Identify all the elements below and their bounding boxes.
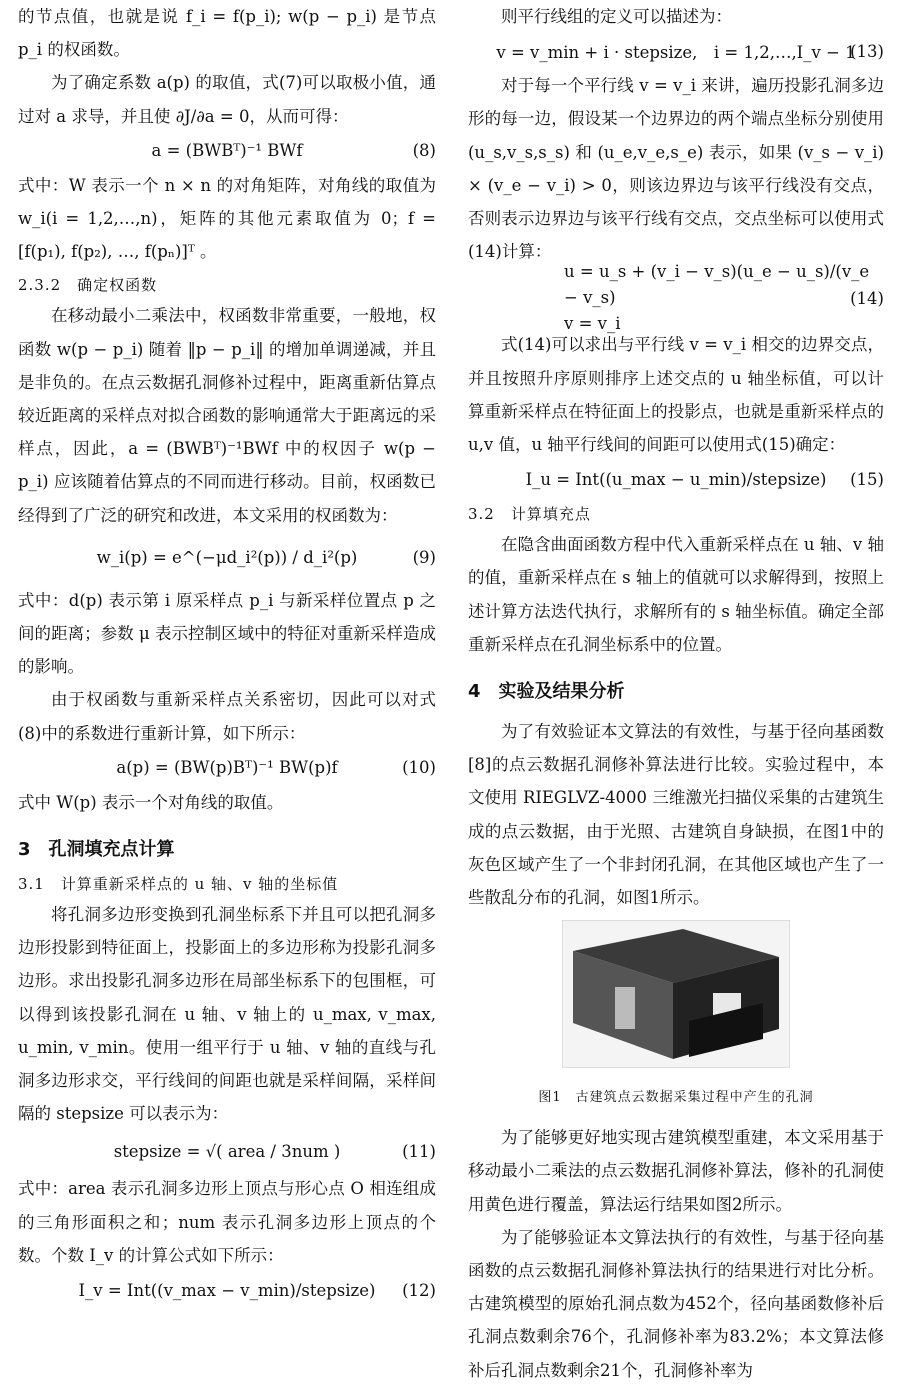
figure-1-ancient-building-point-cloud (562, 920, 790, 1068)
equation-body: v = v_min + i · stepsize, i = 1,2,…,I_v − 1 (496, 43, 856, 63)
equation-11 (18, 1130, 436, 1172)
figure-1-caption: 图1 古建筑点云数据采集过程中产生的孔洞 (538, 1090, 814, 1106)
equation-body: I_v = Int((v_max − v_min)/stepsize) (78, 1280, 376, 1300)
paragraph: 式中：W 表示一个 n × n 的对角矩阵，对角线的取值为 w_i(i = 1,2,…,n)，矩阵的其他元素取值为 0；f = [f(p₁), f(p₂), …, f(pₙ)]ᵀ 。 (18, 175, 436, 262)
section-heading-3-1: 3.1 计算重新采样点的 u 轴、v 轴的坐标值 (18, 875, 339, 894)
section-heading-2-3-2: 2.3.2 确定权函数 (18, 276, 158, 295)
paragraph: 由于权函数与重新采样点关系密切，因此可以对式(8)中的系数进行重新计算，如下所示： (18, 690, 436, 743)
equation-12 (18, 1272, 436, 1308)
equation-14 (468, 262, 884, 334)
equation-number: (11) (402, 1141, 436, 1161)
equation-body: a(p) = (BW(p)Bᵀ)⁻¹ BW(p)f (116, 758, 338, 778)
paragraph: 则平行线组的定义可以描述为： (501, 7, 732, 26)
equation-body: stepsize = √( area / 3num ) (113, 1141, 341, 1161)
equation-9 (18, 532, 436, 584)
equation-8 (18, 133, 436, 169)
equation-13 (468, 33, 884, 69)
paragraph: 式(14)可以求出与平行线 v = v_i 相交的边界交点，并且按照升序原则排序上述交点的 u 轴坐标值，可以计算重新采样点在特征面上的投影点，也就是重新采样点的 u,v 值，u 轴平行线间的间距可以使用式(15)确定： (468, 335, 884, 455)
equation-number: (12) (402, 1280, 436, 1300)
equation-line: u = u_s + (v_i − v_s)(u_e − u_s)/(v_e − v_s) (564, 262, 870, 308)
equation-number: (9) (412, 548, 436, 568)
paragraph: 为了确定系数 a(p) 的取值，式(7)可以取极小值，通过对 a 求导，并且使 ∂J/∂a = 0，从而可得： (18, 73, 436, 126)
paragraph: 在移动最小二乘法中，权函数非常重要，一般地，权函数 w(p − p_i) 随着 ‖p − p_i‖ 的增加单调递减，并且是非负的。在点云数据孔洞修补过程中，距离重新估算点较近距离的采样点对拟合函数的影响通常大于距离远的采样点，因此，a = (BWBᵀ)⁻¹BWf 中的权因子 w(p − p_i) 应该随着估算点的不同而进行移动。目前，权函数已经得到了广泛的研究和改进，本文采用的权函数为： (18, 306, 436, 525)
paragraph: 为了有效验证本文算法的有效性，与基于径向基函数[8]的点云数据孔洞修补算法进行比较。实验过程中，本文使用 RIEGLVZ-4000 三维激光扫描仪采集的古建筑生成的点云数据，由于光照、古建筑自身缺损，在图1中的灰色区域产生了一个非封闭孔洞，在其他区域也产生了一些散乱分布的孔洞，如图1所示。 (468, 722, 884, 908)
gray-hole-region (615, 987, 635, 1029)
paragraph: 将孔洞多边形变换到孔洞坐标系下并且可以把孔洞多边形投影到特征面上，投影面上的多边形称为投影孔洞多边形。求出投影孔洞多边形在局部坐标系下的包围框，可以得到该投影孔洞在 u 轴、v 轴上的 u_max, v_max, u_min, v_min。使用一组平行于 u 轴、v 轴的直线与孔洞多边形求交，平行线间的间距也就是采样间隔，采样间隔的 stepsize 可以表示为： (18, 905, 436, 1124)
paragraph: 为了能够更好地实现古建筑模型重建，本文采用基于移动最小二乘法的点云数据孔洞修补算法，修补的孔洞使用黄色进行覆盖，算法运行结果如图2所示。 (468, 1128, 884, 1214)
equation-number: (8) (412, 141, 436, 161)
equation-number: (13) (850, 41, 884, 61)
equation-body: w_i(p) = e^(−μd_i²(p)) / d_i²(p) (96, 548, 358, 568)
paragraph: 为了能够验证本文算法执行的有效性，与基于径向基函数的点云数据孔洞修补算法执行的结果进行对比分析。古建筑模型的原始孔洞点数为452个，径向基函数修补后孔洞点数剩余76个，孔洞修补率为83.2%；本文算法修补后孔洞点数剩余21个，孔洞修补率为 (468, 1227, 884, 1380)
section-heading-3: 3 孔洞填充点计算 (18, 839, 175, 861)
equation-body: a = (BWBᵀ)⁻¹ BWf (151, 141, 303, 161)
equation-15 (468, 461, 884, 497)
equation-body: I_u = Int((u_max − u_min)/stepsize) (525, 469, 827, 489)
equation-line: v = v_i (564, 314, 621, 334)
equation-number: (14) (850, 288, 884, 308)
right-column (468, 0, 884, 1387)
section-heading-3-2: 3.2 计算填充点 (468, 505, 591, 524)
paragraph: 式中：area 表示孔洞多边形上顶点与形心点 O 相连组成的三角形面积之和；num 表示孔洞多边形上顶点的个数。个数 I_v 的计算公式如下所示： (18, 1179, 436, 1265)
section-heading-4: 4 实验及结果分析 (468, 681, 625, 703)
paragraph: 在隐含曲面函数方程中代入重新采样点在 u 轴、v 轴的值，重新采样点在 s 轴上的值就可以求解得到，按照上述计算方法迭代执行，求解所有的 s 轴坐标值。确定全部重新采样点在孔洞坐标系中的位置。 (468, 535, 884, 654)
paragraph: 对于每一个平行线 v = v_i 来讲，遍历投影孔洞多边形的每一边，假设某一个边界边的两个端点坐标分别使用 (u_s,v_s,s_s) 和 (u_e,v_e,s_e) 表示，如果 (v_s − v_i) × (v_e − v_i) > 0，则该边界边与该平行线没有交点，否则表示边界边与该平行线有交点，交点坐标可以使用式(14)计算： (468, 76, 884, 262)
paragraph: 式中 W(p) 表示一个对角线的取值。 (18, 792, 284, 812)
equation-number: (10) (402, 758, 436, 778)
paragraph: 的节点值，也就是说 f_i = f(p_i); w(p − p_i) 是节点 p_i 的权函数。 (18, 7, 436, 60)
left-column (18, 0, 436, 1308)
paragraph: 式中：d(p) 表示第 i 原采样点 p_i 与新采样位置点 p 之间的距离；参数 μ 表示控制区域中的特征对重新采样造成的影响。 (18, 590, 436, 677)
equation-body (468, 259, 884, 337)
equation-number: (15) (850, 469, 884, 489)
equation-10 (18, 750, 436, 786)
